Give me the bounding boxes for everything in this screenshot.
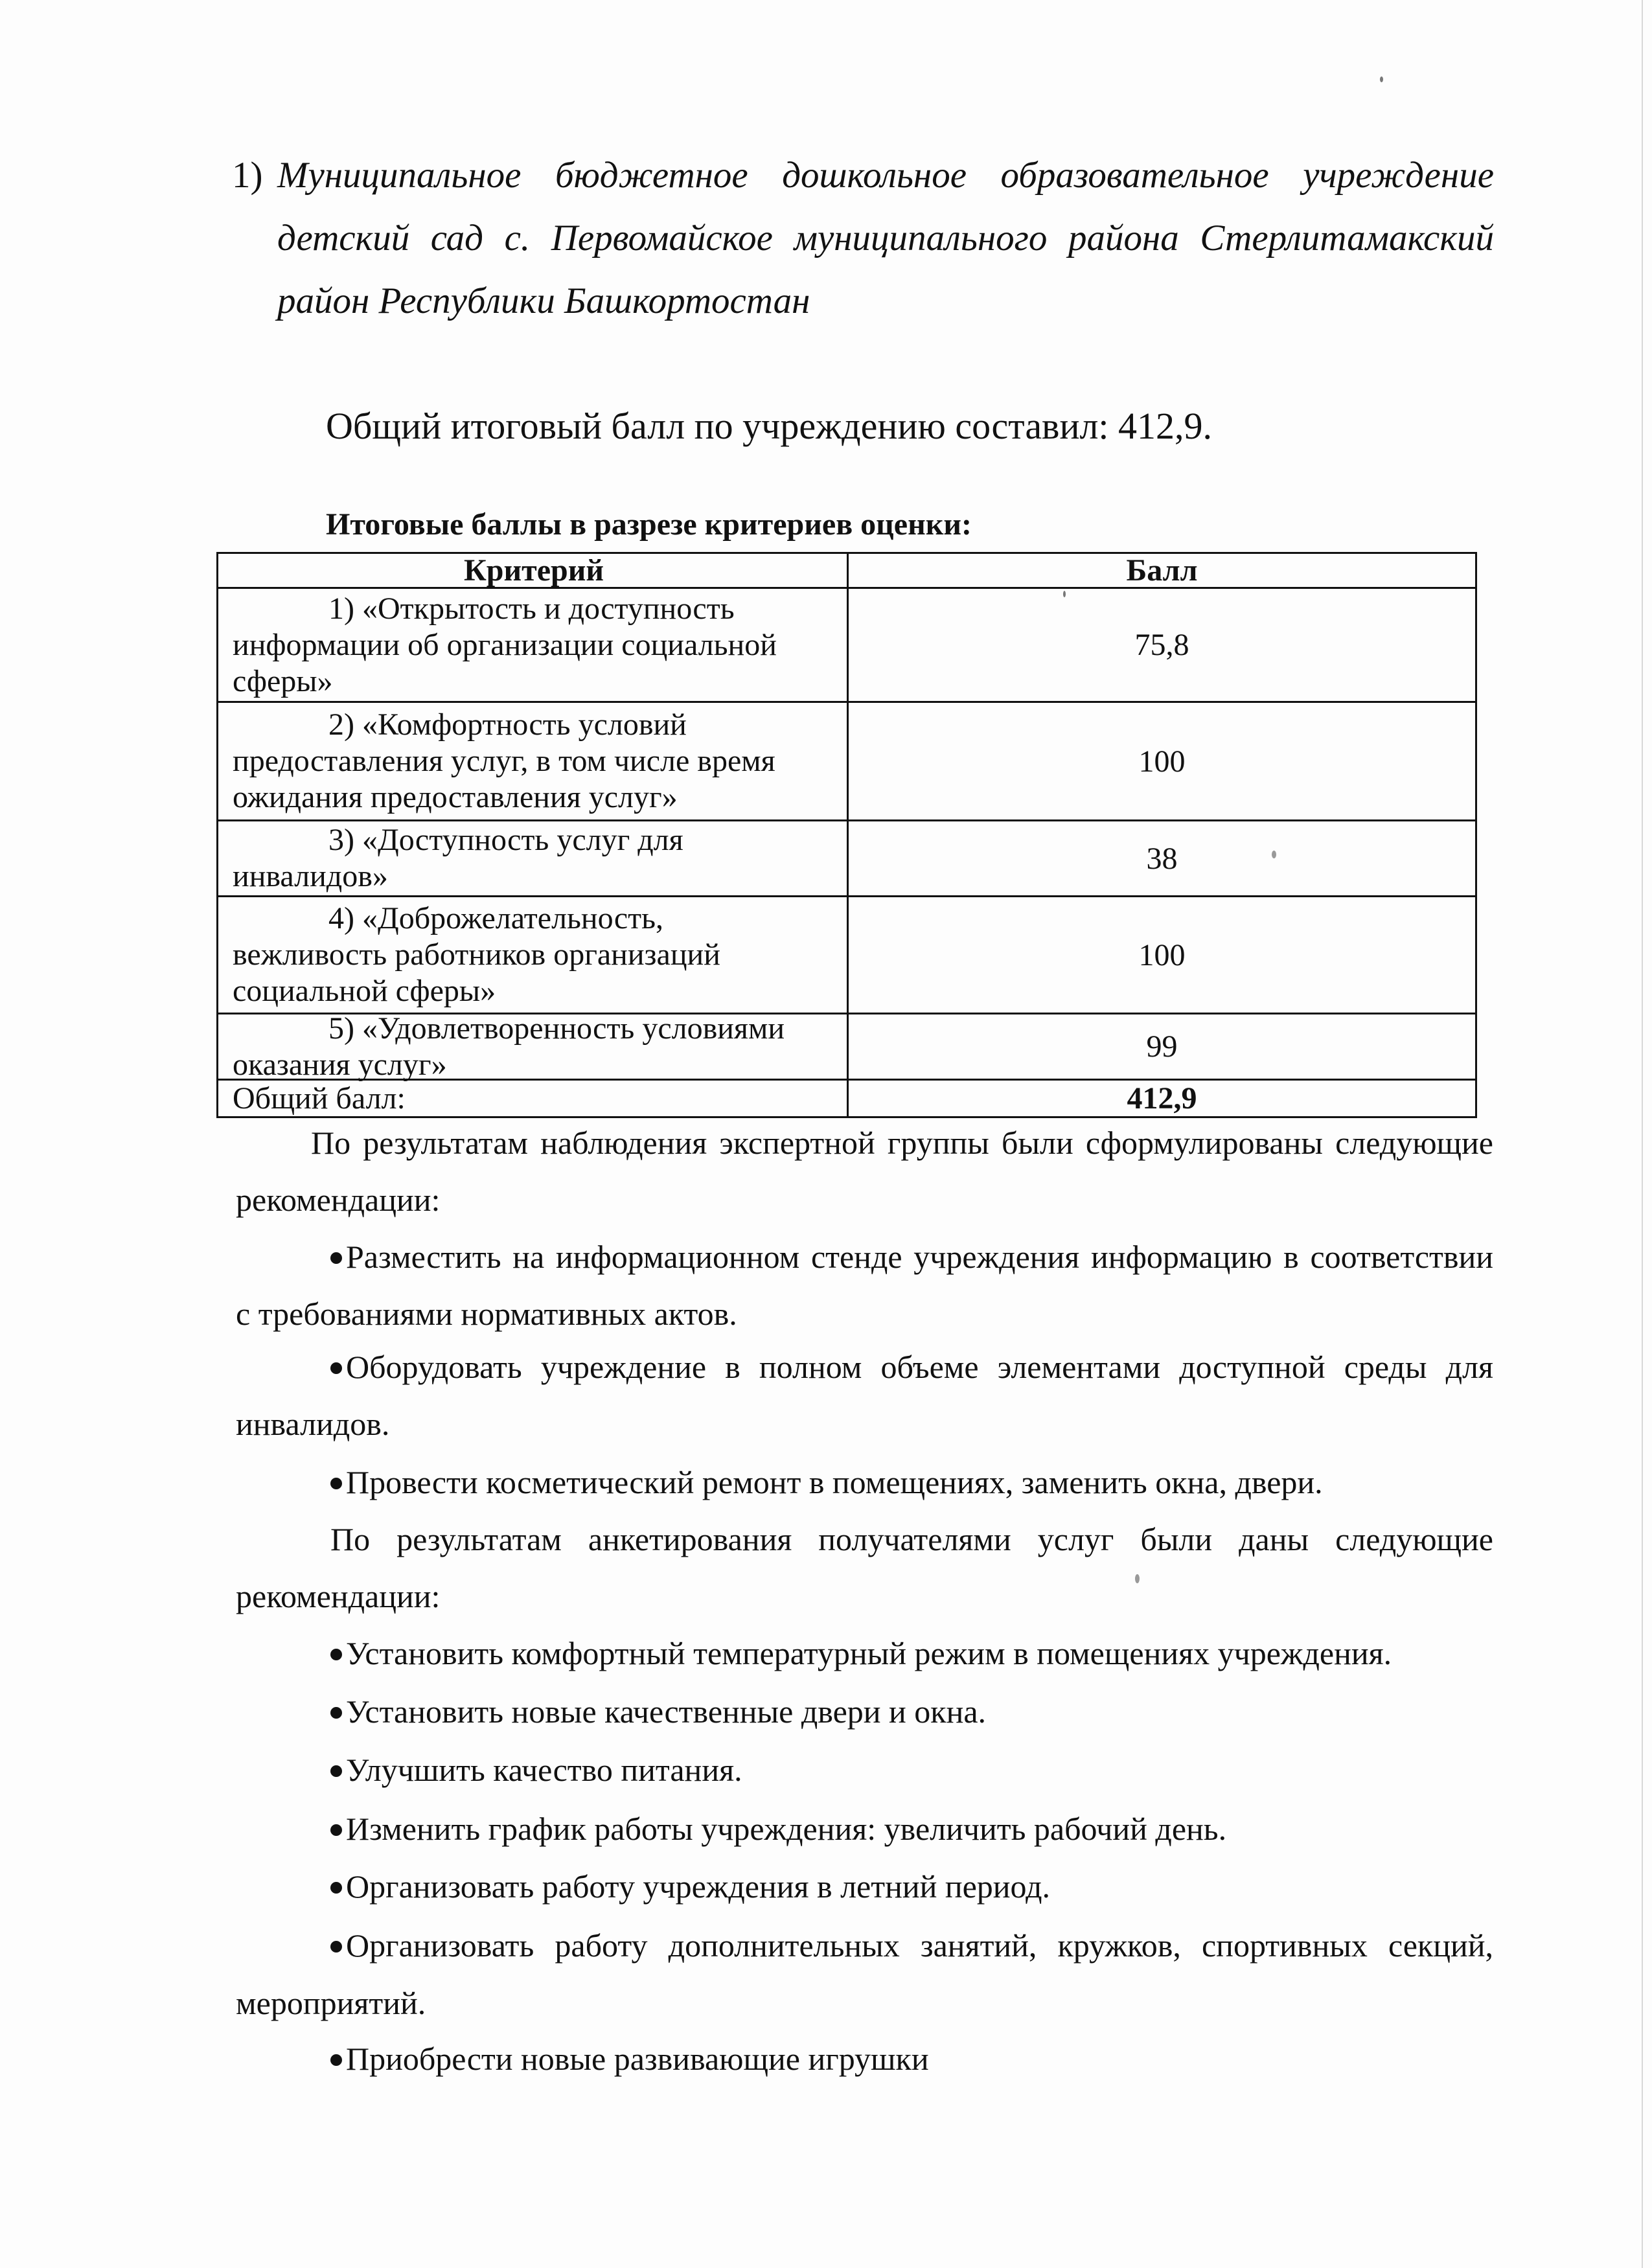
bullet-text: Разместить на информационном стенде учреждения информацию в соответствии <box>346 1239 1493 1275</box>
bullet-dot-icon <box>330 1882 342 1894</box>
total-label: Общий балл: <box>233 1081 406 1116</box>
bullet-text: Оборудовать учреждение в полном объеме элементами доступной среды для <box>346 1349 1493 1385</box>
survey-bullet-cont: мероприятий. <box>236 1985 426 2021</box>
criterion-text: 2) «Комфортность условий <box>328 707 687 742</box>
heading-line: Муниципальное бюджетное дошкольное образовательное учреждение <box>277 155 1494 196</box>
score-cell: 99 <box>1146 1029 1178 1064</box>
criterion-text: 1) «Открытость и доступность <box>328 591 735 626</box>
bullet-dot-icon <box>330 1707 342 1719</box>
criterion-text: 3) «Доступность услуг для <box>328 823 683 857</box>
criterion-text: предоставления услуг, в том числе время <box>233 744 775 778</box>
table-header-row <box>216 552 1477 589</box>
bullet-text: Улучшить качество питания. <box>346 1752 742 1788</box>
criterion-text: инвалидов» <box>233 859 388 893</box>
survey-bullet <box>330 1809 1226 1848</box>
bullet-dot-icon <box>330 1252 342 1264</box>
table-row <box>216 1011 1477 1082</box>
criterion-text: социальной сферы» <box>233 974 496 1008</box>
expert-intro: По результатам наблюдения экспертной группы были сформулированы следующие <box>311 1125 1493 1161</box>
heading-line: район Республики Башкортостан <box>277 281 810 321</box>
total-score-cell: 412,9 <box>1127 1081 1197 1116</box>
criterion-text: сферы» <box>233 663 333 698</box>
expert-bullet-cont: инвалидов. <box>236 1406 390 1442</box>
score-cell: 100 <box>1138 744 1186 779</box>
survey-intro-cont: рекомендации: <box>236 1578 441 1614</box>
header-criterion: Критерий <box>218 554 849 587</box>
survey-bullet <box>330 1926 1493 1965</box>
heading-line: детский сад с. Первомайское муниципального района Стерлитамакский <box>277 218 1494 258</box>
bullet-text: Изменить график работы учреждения: увеличить рабочий день. <box>346 1811 1227 1847</box>
criterion-cell <box>218 703 849 819</box>
bullet-text: Установить новые качественные двери и окна. <box>346 1693 987 1730</box>
survey-bullet <box>330 1634 1392 1673</box>
bullet-text: Организовать работу учреждения в летний период. <box>346 1868 1051 1905</box>
expert-bullet-cont: с требованиями нормативных актов. <box>236 1296 737 1332</box>
bullet-dot-icon <box>330 1478 342 1489</box>
criterion-cell <box>218 589 849 701</box>
expert-bullet <box>330 1237 1493 1276</box>
criterion-text: ожидания предоставления услуг» <box>233 780 678 814</box>
expert-bullet <box>330 1347 1493 1386</box>
expert-intro-cont: рекомендации: <box>236 1182 441 1218</box>
survey-bullet <box>330 1692 986 1731</box>
heading-number: 1) <box>232 155 263 196</box>
table-row <box>216 703 1477 821</box>
bullet-text: Провести косметический ремонт в помещениях, заменить окна, двери. <box>346 1464 1323 1500</box>
total-label-cell <box>218 1081 849 1116</box>
expert-bullet <box>330 1463 1323 1502</box>
bullet-text: Организовать работу дополнительных занятий, кружков, спортивных секций, <box>346 1927 1493 1964</box>
bullet-dot-icon <box>330 1362 342 1374</box>
criterion-text: 4) «Доброжелательность, <box>328 901 663 935</box>
survey-bullet <box>330 2039 929 2078</box>
bullet-dot-icon <box>330 1649 342 1660</box>
scan-speck <box>1135 1574 1140 1583</box>
criterion-text: 5) «Удовлетворенность условиями <box>328 1011 785 1046</box>
table-row <box>216 821 1477 897</box>
bullet-text: Приобрести новые развивающие игрушки <box>346 2041 929 2077</box>
table-row <box>216 589 1477 703</box>
criterion-text: информации об организации социальной <box>233 627 777 662</box>
survey-bullet <box>330 1750 742 1789</box>
table-title: Итоговые баллы в разрезе критериев оценки: <box>326 507 972 542</box>
bullet-dot-icon <box>330 1765 342 1777</box>
table-total-row <box>216 1081 1477 1118</box>
bullet-dot-icon <box>330 1941 342 1953</box>
survey-intro: По результатам анкетирования получателями услуг были даны следующие <box>330 1521 1493 1557</box>
score-cell: 75,8 <box>1134 628 1189 662</box>
table-row <box>216 897 1477 1014</box>
bullet-dot-icon <box>330 1824 342 1836</box>
score-cell: 100 <box>1138 937 1186 972</box>
criterion-text: оказания услуг» <box>233 1047 447 1082</box>
bullet-dot-icon <box>330 2054 342 2066</box>
total-score-statement: Общий итоговый балл по учреждению составил: 412,9. <box>326 405 1213 447</box>
header-score: Балл <box>1126 553 1198 588</box>
scan-speck <box>1380 76 1383 82</box>
criterion-text: вежливость работников организаций <box>233 937 720 972</box>
criterion-cell <box>218 821 849 895</box>
criterion-cell <box>218 1011 849 1082</box>
score-cell: 38 <box>1146 841 1178 876</box>
criterion-cell <box>218 897 849 1013</box>
survey-bullet <box>330 1867 1050 1906</box>
bullet-text: Установить комфортный температурный режим в помещениях учреждения. <box>346 1635 1392 1671</box>
scan-edge-line <box>1642 0 1643 2268</box>
